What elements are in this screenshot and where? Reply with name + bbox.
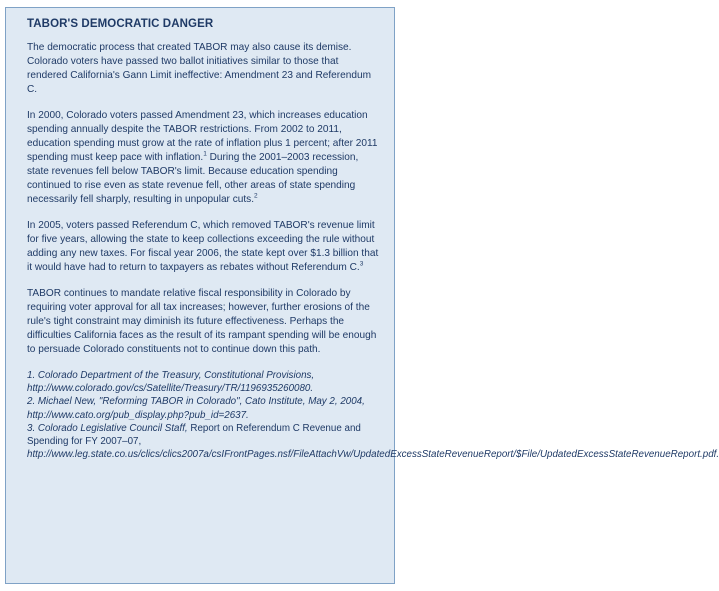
footnote-ref-3: 3	[359, 260, 364, 268]
box-title: TABOR'S DEMOCRATIC DANGER	[27, 18, 214, 30]
paragraph-4-text: TABOR continues to mandate relative fiscal responsibility in Colorado by requiring voter approval for all tax increases; however, further erosions of the rule's tight constraint may diminish its future effectiveness. Perhaps the difficulties California faces as the result of its rampant spending will be enough to persuade Colorado constituents not to continue down this path.	[27, 288, 377, 355]
paragraph-2-text-b: During the 2001–2003 recession, state revenues fell below TABOR's limit. Because education spending continued to rise even as state revenue fell, other areas of state spending necessarily fell sharply, resulting in unpopular cuts.	[27, 152, 359, 205]
footnote-ref-2: 2	[254, 192, 258, 200]
footnote-3	[27, 422, 719, 462]
paragraph-2	[27, 109, 381, 207]
paragraph-3-text: In 2005, voters passed Referendum C, which removed TABOR's revenue limit for five years, allowing the state to keep collections exceeding the rule without adding any new taxes. For fiscal year 2006, the state kept over $1.3 billion that it would have had to return to taxpayers as rebates without Referendum C.	[27, 220, 379, 273]
footnote-1: 1. Colorado Department of the Treasury, Constitutional Provisions, http://www.colorado.gov/cs/Satellite/Treasury/TR/1196935260080.	[27, 370, 315, 395]
paragraph-1	[27, 41, 381, 97]
paragraph-2-text-a: In 2000, Colorado voters passed Amendment 23, which increases education spending annually despite the TABOR restrictions. From 2002 to 2011, education spending must grow at the rate of inflation plus 1 percent; after 2011 spending must keep pace with inflation.	[27, 110, 378, 163]
footnote-3-report-title: Report on Referendum C Revenue and Spending for FY 2007–07,	[27, 422, 361, 448]
footnote-3-source: 3. Colorado Legislative Council Staff,	[27, 422, 191, 434]
paragraph-4	[27, 287, 381, 357]
footnote-3-url: http://www.leg.state.co.us/clics/clics2007a/csIFrontPages.nsf/FileAttachVw/UpdatedExcessStateRevenueReport/$File/UpdatedExcessStateRevenueReport.pdf.	[27, 449, 719, 461]
paragraph-1-text: The democratic process that created TABOR may also cause its demise. Colorado voters have passed two ballot initiatives similar to those that rendered California's Gann Limit ineffective: Amendment 23 and Referendum C.	[27, 42, 372, 95]
footnotes	[27, 369, 719, 461]
footnote-ref-1: 1	[203, 150, 207, 158]
sidebar-box	[5, 7, 719, 584]
paragraph-3	[27, 219, 381, 275]
footnote-2: 2. Michael New, "Reforming TABOR in Colorado", Cato Institute, May 2, 2004, http://www.cato.org/pub_display.php?pub_id=2637.	[27, 396, 365, 421]
